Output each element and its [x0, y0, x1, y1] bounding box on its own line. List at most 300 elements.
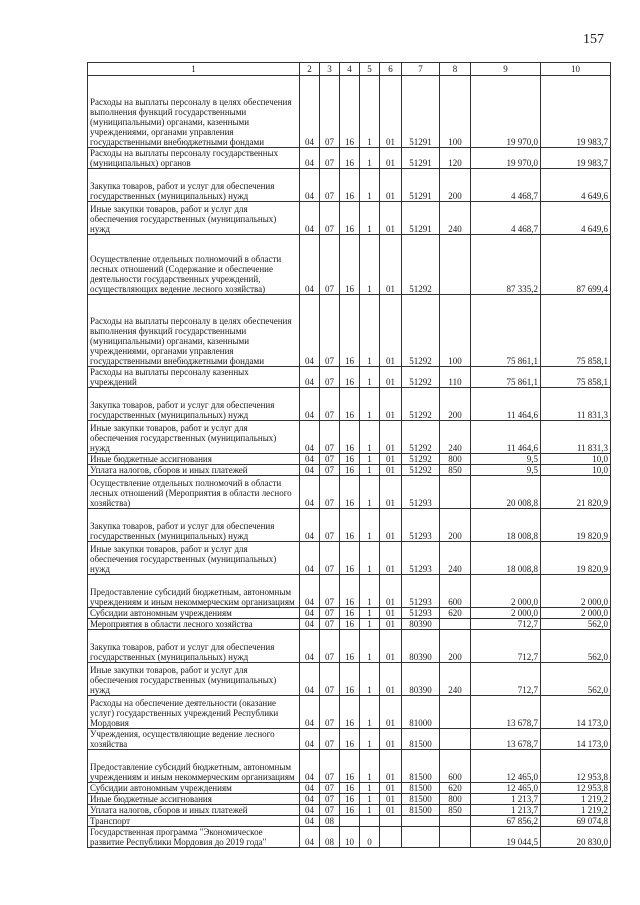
cell-amount-year2: 14 173,0: [541, 696, 611, 729]
cell-subprogram: 1: [360, 542, 380, 575]
table-row: [88, 608, 611, 619]
cell-section: 04: [300, 783, 320, 794]
cell-amount-year2: 14 173,0: [541, 729, 611, 750]
cell-section: 04: [300, 509, 320, 542]
table-row: [88, 816, 611, 827]
budget-table: [87, 62, 611, 848]
cell-subsection: 07: [320, 542, 340, 575]
table-row: [88, 663, 611, 696]
cell-program: 16: [340, 783, 360, 794]
cell-amount-year1: 9,5: [471, 454, 541, 465]
cell-amount-year2: 75 858,1: [541, 295, 611, 367]
table-row: [88, 805, 611, 816]
cell-name: Транспорт: [88, 816, 300, 827]
cell-expense-type: 620: [440, 608, 471, 619]
cell-name: Предоставление субсидий бюджетным, автономным учреждениям и иным некоммерческим организациям: [88, 750, 300, 783]
cell-amount-year1: 9,5: [471, 465, 541, 476]
cell-amount-year2: 562,0: [541, 619, 611, 630]
cell-name: Уплата налогов, сборов и иных платежей: [88, 465, 300, 476]
cell-amount-year2: 19 983,7: [541, 148, 611, 169]
cell-program: 16: [340, 202, 360, 235]
cell-direction: 81500: [402, 805, 440, 816]
cell-expense-type: 100: [440, 295, 471, 367]
cell-subsection: 07: [320, 619, 340, 630]
cell-subprogram: 1: [360, 465, 380, 476]
cell-subsection: 07: [320, 630, 340, 663]
cell-expense-type: [440, 476, 471, 509]
cell-section: 04: [300, 663, 320, 696]
table-row: [88, 169, 611, 202]
cell-subprogram: 1: [360, 148, 380, 169]
cell-amount-year1: 18 008,8: [471, 509, 541, 542]
cell-direction: 51292: [402, 465, 440, 476]
cell-amount-year2: 19 983,7: [541, 76, 611, 148]
cell-subsection: 07: [320, 509, 340, 542]
table-row: [88, 465, 611, 476]
table-row: [88, 388, 611, 421]
cell-program: 16: [340, 76, 360, 148]
column-header-7: 7: [402, 63, 440, 76]
cell-expense-type: [440, 816, 471, 827]
cell-name: Расходы на выплаты персоналу государственных (муниципальных) органов: [88, 148, 300, 169]
cell-expense-type: [440, 696, 471, 729]
cell-section: 04: [300, 805, 320, 816]
cell-amount-year1: 11 464,6: [471, 388, 541, 421]
cell-expense-type: 240: [440, 202, 471, 235]
column-header-10: 10: [541, 63, 611, 76]
cell-amount-year1: 1 213,7: [471, 794, 541, 805]
cell-subsection: 07: [320, 235, 340, 295]
cell-amount-year2: 69 074,8: [541, 816, 611, 827]
cell-name: Иные бюджетные ассигнования: [88, 794, 300, 805]
cell-expense-type: 620: [440, 783, 471, 794]
cell-amount-year2: 2 000,0: [541, 608, 611, 619]
column-header-4: 4: [340, 63, 360, 76]
cell-subsection: 07: [320, 421, 340, 454]
table-row: [88, 750, 611, 783]
cell-name: Расходы на выплаты персоналу казенных учреждений: [88, 367, 300, 388]
cell-main-event: 01: [380, 575, 402, 608]
cell-name: Иные закупки товаров, работ и услуг для обеспечения государственных (муниципальных) нужд: [88, 421, 300, 454]
cell-program: 16: [340, 235, 360, 295]
cell-name: Закупка товаров, работ и услуг для обеспечения государственных (муниципальных) нужд: [88, 509, 300, 542]
cell-amount-year1: 75 861,1: [471, 295, 541, 367]
column-header-9: 9: [471, 63, 541, 76]
cell-main-event: 01: [380, 148, 402, 169]
cell-amount-year1: 19 970,0: [471, 76, 541, 148]
cell-amount-year1: 712,7: [471, 663, 541, 696]
cell-amount-year1: 11 464,6: [471, 421, 541, 454]
cell-name: Иные закупки товаров, работ и услуг для обеспечения государственных (муниципальных) нужд: [88, 542, 300, 575]
cell-subsection: 07: [320, 663, 340, 696]
cell-subsection: 07: [320, 696, 340, 729]
cell-subprogram: 1: [360, 630, 380, 663]
cell-subsection: 08: [320, 816, 340, 827]
cell-program: 16: [340, 619, 360, 630]
cell-amount-year2: 11 831,3: [541, 421, 611, 454]
cell-section: 04: [300, 608, 320, 619]
cell-subsection: 08: [320, 827, 340, 848]
cell-amount-year2: 12 953,8: [541, 783, 611, 794]
cell-main-event: 01: [380, 465, 402, 476]
cell-amount-year2: 19 820,9: [541, 542, 611, 575]
cell-main-event: 01: [380, 476, 402, 509]
cell-expense-type: [440, 235, 471, 295]
cell-subsection: 07: [320, 465, 340, 476]
cell-main-event: 01: [380, 76, 402, 148]
cell-main-event: 01: [380, 295, 402, 367]
cell-subsection: 07: [320, 169, 340, 202]
cell-subprogram: 1: [360, 388, 380, 421]
cell-subprogram: 1: [360, 235, 380, 295]
cell-subsection: 07: [320, 575, 340, 608]
cell-direction: 51293: [402, 575, 440, 608]
cell-expense-type: 600: [440, 575, 471, 608]
cell-subsection: 07: [320, 454, 340, 465]
cell-amount-year2: 4 649,6: [541, 169, 611, 202]
cell-amount-year2: 19 820,9: [541, 509, 611, 542]
cell-program: 16: [340, 663, 360, 696]
cell-section: 04: [300, 542, 320, 575]
cell-section: 04: [300, 476, 320, 509]
cell-direction: [402, 816, 440, 827]
cell-amount-year1: 712,7: [471, 630, 541, 663]
cell-expense-type: 200: [440, 169, 471, 202]
cell-section: 04: [300, 148, 320, 169]
cell-direction: 81500: [402, 794, 440, 805]
cell-direction: 51293: [402, 509, 440, 542]
cell-amount-year2: 11 831,3: [541, 388, 611, 421]
cell-main-event: 01: [380, 729, 402, 750]
cell-program: 16: [340, 169, 360, 202]
cell-expense-type: 800: [440, 454, 471, 465]
cell-direction: 51292: [402, 367, 440, 388]
cell-direction: 51291: [402, 202, 440, 235]
cell-name: Закупка товаров, работ и услуг для обеспечения государственных (муниципальных) нужд: [88, 169, 300, 202]
cell-amount-year2: 12 953,8: [541, 750, 611, 783]
cell-direction: [402, 827, 440, 848]
cell-direction: 51292: [402, 235, 440, 295]
table-row: [88, 827, 611, 848]
cell-subsection: 07: [320, 148, 340, 169]
table-row: [88, 454, 611, 465]
cell-expense-type: [440, 729, 471, 750]
cell-main-event: 01: [380, 608, 402, 619]
cell-expense-type: 100: [440, 76, 471, 148]
cell-section: 04: [300, 76, 320, 148]
cell-expense-type: 240: [440, 542, 471, 575]
table-row: [88, 148, 611, 169]
cell-main-event: 01: [380, 696, 402, 729]
cell-direction: 51292: [402, 388, 440, 421]
cell-direction: 51292: [402, 454, 440, 465]
cell-section: 04: [300, 729, 320, 750]
cell-program: 16: [340, 729, 360, 750]
table-row: [88, 542, 611, 575]
cell-name: Государственная программа "Экономическое развитие Республики Мордовия до 2019 года": [88, 827, 300, 848]
table-row: [88, 729, 611, 750]
cell-program: 16: [340, 367, 360, 388]
table-row: [88, 630, 611, 663]
cell-name: Учреждения, осуществляющие ведение лесного хозяйства: [88, 729, 300, 750]
cell-amount-year1: 12 465,0: [471, 750, 541, 783]
cell-subprogram: 1: [360, 608, 380, 619]
cell-section: 04: [300, 630, 320, 663]
cell-name: Субсидии автономным учреждениям: [88, 783, 300, 794]
cell-direction: 80390: [402, 619, 440, 630]
cell-name: Предоставление субсидий бюджетным, автономным учреждениям и иным некоммерческим организациям: [88, 575, 300, 608]
cell-main-event: 01: [380, 169, 402, 202]
cell-expense-type: 110: [440, 367, 471, 388]
table-row: [88, 476, 611, 509]
cell-program: 16: [340, 630, 360, 663]
cell-amount-year2: 87 699,4: [541, 235, 611, 295]
cell-expense-type: 120: [440, 148, 471, 169]
cell-name: Расходы на выплаты персоналу в целях обеспечения выполнения функций государственными (муниципальными) органами, казенными учреждениями, органами управления государственными внебюджетными фондами: [88, 76, 300, 148]
table-row: [88, 575, 611, 608]
cell-amount-year2: 75 858,1: [541, 367, 611, 388]
cell-amount-year1: 67 856,2: [471, 816, 541, 827]
cell-expense-type: 200: [440, 509, 471, 542]
cell-subprogram: 1: [360, 663, 380, 696]
cell-expense-type: 850: [440, 805, 471, 816]
table-row: [88, 421, 611, 454]
cell-amount-year2: 10,0: [541, 454, 611, 465]
cell-section: 04: [300, 465, 320, 476]
cell-amount-year1: 4 468,7: [471, 169, 541, 202]
cell-main-event: [380, 816, 402, 827]
cell-amount-year2: 1 219,2: [541, 794, 611, 805]
cell-direction: 51293: [402, 476, 440, 509]
cell-amount-year2: 562,0: [541, 630, 611, 663]
cell-program: 16: [340, 388, 360, 421]
cell-amount-year1: 4 468,7: [471, 202, 541, 235]
cell-subprogram: 1: [360, 575, 380, 608]
cell-main-event: [380, 827, 402, 848]
cell-subsection: 07: [320, 750, 340, 783]
table-row: [88, 509, 611, 542]
cell-direction: 81000: [402, 696, 440, 729]
cell-name: Иные закупки товаров, работ и услуг для обеспечения государственных (муниципальных) нужд: [88, 202, 300, 235]
cell-expense-type: [440, 827, 471, 848]
cell-amount-year1: 1 213,7: [471, 805, 541, 816]
cell-program: 16: [340, 794, 360, 805]
cell-amount-year1: 75 861,1: [471, 367, 541, 388]
cell-subprogram: 1: [360, 476, 380, 509]
cell-subprogram: 1: [360, 783, 380, 794]
cell-program: 16: [340, 542, 360, 575]
cell-subsection: 07: [320, 367, 340, 388]
cell-subsection: 07: [320, 295, 340, 367]
cell-subprogram: 0: [360, 827, 380, 848]
cell-subprogram: 1: [360, 421, 380, 454]
cell-amount-year1: 87 335,2: [471, 235, 541, 295]
cell-amount-year2: 562,0: [541, 663, 611, 696]
cell-expense-type: 850: [440, 465, 471, 476]
column-header-6: 6: [380, 63, 402, 76]
cell-direction: 80390: [402, 663, 440, 696]
cell-subprogram: 1: [360, 169, 380, 202]
cell-expense-type: 240: [440, 663, 471, 696]
cell-expense-type: 200: [440, 388, 471, 421]
cell-program: 16: [340, 421, 360, 454]
cell-program: 16: [340, 148, 360, 169]
cell-main-event: 01: [380, 542, 402, 575]
cell-subprogram: 1: [360, 202, 380, 235]
cell-subprogram: 1: [360, 805, 380, 816]
cell-main-event: 01: [380, 454, 402, 465]
table-row: [88, 367, 611, 388]
cell-amount-year1: 13 678,7: [471, 729, 541, 750]
table-row: [88, 202, 611, 235]
cell-program: 16: [340, 295, 360, 367]
cell-amount-year2: 1 219,2: [541, 805, 611, 816]
cell-amount-year2: 10,0: [541, 465, 611, 476]
cell-direction: 81500: [402, 783, 440, 794]
cell-program: [340, 816, 360, 827]
cell-section: 04: [300, 235, 320, 295]
cell-main-event: 01: [380, 805, 402, 816]
cell-amount-year1: 2 000,0: [471, 608, 541, 619]
cell-expense-type: 800: [440, 794, 471, 805]
cell-section: 04: [300, 575, 320, 608]
column-header-1: 1: [88, 63, 300, 76]
cell-program: 10: [340, 827, 360, 848]
cell-section: 04: [300, 619, 320, 630]
cell-amount-year1: 18 008,8: [471, 542, 541, 575]
cell-main-event: 01: [380, 794, 402, 805]
cell-section: 04: [300, 202, 320, 235]
cell-name: Иные закупки товаров, работ и услуг для обеспечения государственных (муниципальных) нужд: [88, 663, 300, 696]
cell-program: 16: [340, 454, 360, 465]
cell-program: 16: [340, 805, 360, 816]
cell-main-event: 01: [380, 367, 402, 388]
cell-subprogram: 1: [360, 729, 380, 750]
cell-direction: 51291: [402, 148, 440, 169]
cell-name: Осуществление отдельных полномочий в области лесных отношений (Мероприятия в области лесного хозяйства): [88, 476, 300, 509]
cell-subprogram: 1: [360, 295, 380, 367]
cell-amount-year1: 19 970,0: [471, 148, 541, 169]
cell-amount-year1: 2 000,0: [471, 575, 541, 608]
cell-subsection: 07: [320, 794, 340, 805]
cell-section: 04: [300, 454, 320, 465]
cell-subprogram: 1: [360, 750, 380, 783]
column-header-2: 2: [300, 63, 320, 76]
cell-subprogram: 1: [360, 76, 380, 148]
cell-name: Осуществление отдельных полномочий в области лесных отношений (Содержание и обеспечение деятельности государственных учреждений, осуществляющих ведение лесного хозяйства): [88, 235, 300, 295]
cell-program: 16: [340, 696, 360, 729]
page-number: 157: [583, 32, 604, 47]
cell-subprogram: 1: [360, 696, 380, 729]
cell-name: Расходы на выплаты персоналу в целях обеспечения выполнения функций государственными (муниципальными) органами, казенными учреждениями, органами управления государственными внебюджетными фондами: [88, 295, 300, 367]
cell-main-event: 01: [380, 750, 402, 783]
cell-expense-type: 240: [440, 421, 471, 454]
cell-section: 04: [300, 169, 320, 202]
cell-program: 16: [340, 465, 360, 476]
cell-direction: 51292: [402, 295, 440, 367]
cell-subprogram: 1: [360, 619, 380, 630]
cell-name: Уплата налогов, сборов и иных платежей: [88, 805, 300, 816]
cell-amount-year1: 12 465,0: [471, 783, 541, 794]
cell-name: Субсидии автономным учреждениям: [88, 608, 300, 619]
cell-direction: 51293: [402, 542, 440, 575]
cell-main-event: 01: [380, 663, 402, 696]
cell-main-event: 01: [380, 421, 402, 454]
cell-direction: 81500: [402, 750, 440, 783]
cell-subsection: 07: [320, 729, 340, 750]
cell-program: 16: [340, 509, 360, 542]
cell-main-event: 01: [380, 619, 402, 630]
table-row: [88, 794, 611, 805]
cell-subsection: 07: [320, 76, 340, 148]
cell-name: Мероприятия в области лесного хозяйства: [88, 619, 300, 630]
cell-amount-year1: 712,7: [471, 619, 541, 630]
cell-main-event: 01: [380, 388, 402, 421]
cell-section: 04: [300, 750, 320, 783]
cell-expense-type: [440, 619, 471, 630]
table-row: [88, 235, 611, 295]
cell-main-event: 01: [380, 509, 402, 542]
cell-subsection: 07: [320, 608, 340, 619]
table-row: [88, 783, 611, 794]
column-header-8: 8: [440, 63, 471, 76]
cell-program: 16: [340, 476, 360, 509]
cell-subsection: 07: [320, 202, 340, 235]
cell-name: Закупка товаров, работ и услуг для обеспечения государственных (муниципальных) нужд: [88, 388, 300, 421]
cell-name: Закупка товаров, работ и услуг для обеспечения государственных (муниципальных) нужд: [88, 630, 300, 663]
cell-subsection: 07: [320, 476, 340, 509]
table-row: [88, 696, 611, 729]
cell-name: Расходы на обеспечение деятельности (оказание услуг) государственных учреждений Республики Мордовия: [88, 696, 300, 729]
cell-subprogram: 1: [360, 454, 380, 465]
cell-subprogram: 1: [360, 509, 380, 542]
cell-direction: 80390: [402, 630, 440, 663]
table-row: [88, 76, 611, 148]
cell-program: 16: [340, 608, 360, 619]
cell-direction: 51291: [402, 169, 440, 202]
cell-direction: 81500: [402, 729, 440, 750]
cell-direction: 51293: [402, 608, 440, 619]
table-header-row: [88, 63, 611, 76]
cell-subsection: 07: [320, 805, 340, 816]
cell-section: 04: [300, 794, 320, 805]
column-header-3: 3: [320, 63, 340, 76]
cell-amount-year1: 13 678,7: [471, 696, 541, 729]
cell-main-event: 01: [380, 783, 402, 794]
cell-subsection: 07: [320, 783, 340, 794]
column-header-5: 5: [360, 63, 380, 76]
cell-direction: 51292: [402, 421, 440, 454]
cell-amount-year2: 20 830,0: [541, 827, 611, 848]
cell-subprogram: 1: [360, 794, 380, 805]
cell-amount-year2: 4 649,6: [541, 202, 611, 235]
cell-amount-year2: 21 820,9: [541, 476, 611, 509]
cell-main-event: 01: [380, 630, 402, 663]
cell-subsection: 07: [320, 388, 340, 421]
table-row: [88, 619, 611, 630]
cell-direction: 51291: [402, 76, 440, 148]
cell-section: 04: [300, 388, 320, 421]
cell-subprogram: 1: [360, 367, 380, 388]
cell-program: 16: [340, 750, 360, 783]
table-row: [88, 295, 611, 367]
cell-name: Иные бюджетные ассигнования: [88, 454, 300, 465]
cell-section: 04: [300, 816, 320, 827]
cell-section: 04: [300, 827, 320, 848]
cell-section: 04: [300, 421, 320, 454]
cell-main-event: 01: [380, 202, 402, 235]
cell-expense-type: 200: [440, 630, 471, 663]
